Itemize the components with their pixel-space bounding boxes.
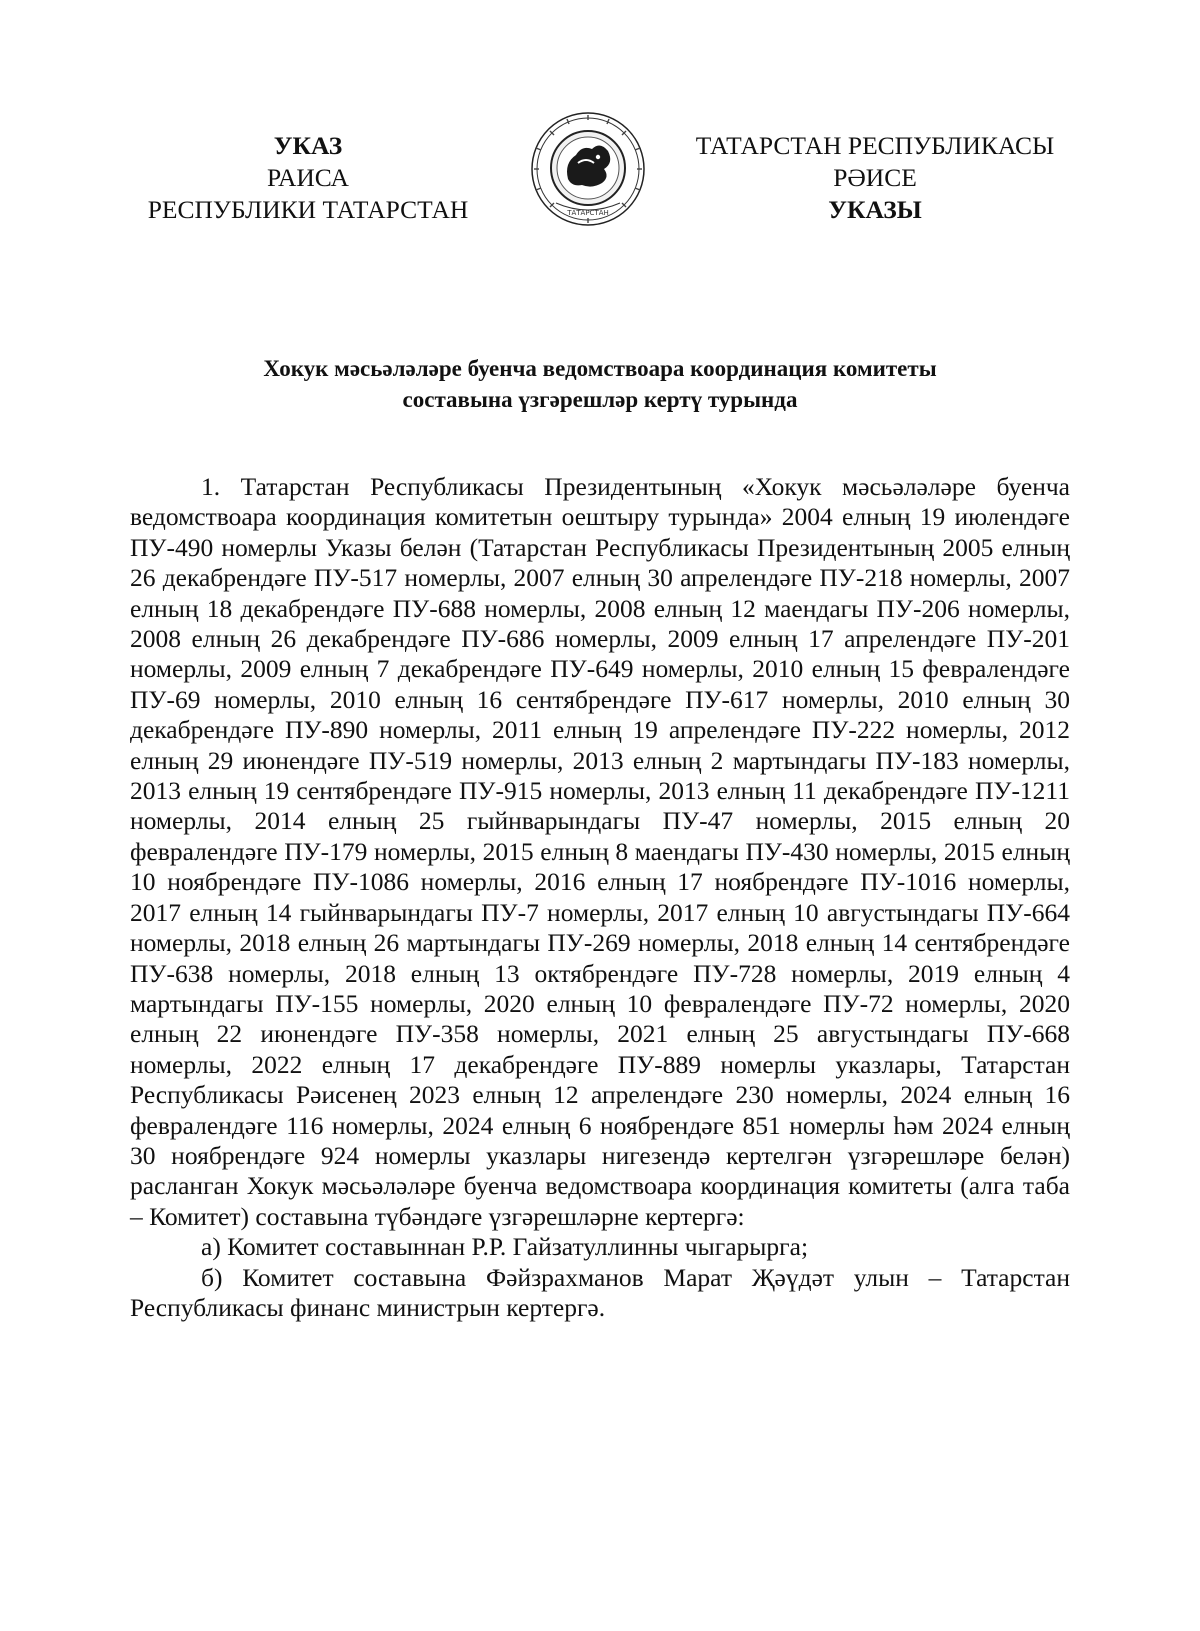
header-russian	[128, 130, 488, 226]
header-right-republic: ТАТАРСТАН РЕСПУБЛИКАСЫ	[695, 131, 1055, 160]
document-title	[130, 353, 1070, 415]
header-right-decree: УКАЗЫ	[828, 195, 922, 224]
title-line-2: составына үзгәрешләр кертү турында	[402, 387, 798, 412]
list-item-a: а) Комитет составыннан Р.Р. Гайзатуллинны чыгарырга;	[201, 1232, 809, 1262]
paragraph-1: 1. Татарстан Республикасы Президентының «Хокук мәсьәләләре буенча ведомствоара координация комитетын оештыру турында» 2004 елның 19 июлендәге ПУ-490 номерлы Указы белән (Татарстан Республикасы Президентының 2005 елның 26 декабрендәге ПУ-517 номерлы, 2007 елның 30 апрелендәге ПУ-218 номерлы, 2007 елның 18 декабрендәге ПУ-688 номерлы, 2008 елның 12 маендагы ПУ-206 номерлы, 2008 елның 26 декабрендәге ПУ-686 номерлы, 2009 елның 17 апрелендәге ПУ-201 номерлы, 2009 елның 7 декабрендәге ПУ-649 номерлы, 2010 елның 15 февралендәге ПУ-69 номерлы, 2010 елның 16 сентябрендәге ПУ-617 номерлы, 2010 елның 30 декабрендәге ПУ-890 номерлы, 2011 елның 19 апрелендәге ПУ-222 номерлы, 2012 елның 29 июнендәге ПУ-519 номерлы, 2013 елның 2 мартындагы ПУ-183 номерлы, 2013 елның 19 сентябрендәге ПУ-915 номерлы, 2013 елның 11 декабрендәге ПУ-1211 номерлы, 2014 елның 25 гыйнварындагы ПУ-47 номерлы, 2015 елның 20 февралендәге ПУ-179 номерлы, 2015 елның 8 маендагы ПУ-430 номерлы, 2015 елның 10 ноябрендәге ПУ-1086 номерлы, 2016 елның 17 ноябрендәге ПУ-1016 номерлы, 2017 елның 14 гыйнварындагы ПУ-7 номерлы, 2017 елның 10 августындагы ПУ-664 номерлы, 2018 елның 26 мартындагы ПУ-269 номерлы, 2018 елның 14 сентябрендәге ПУ-638 номерлы, 2018 елның 13 октябрендәге ПУ-728 номерлы, 2019 елның 4 мартындагы ПУ-155 номерлы, 2020 елның 10 февралендәге ПУ-72 номерлы, 2020 елның 22 июнендәге ПУ-358 номерлы, 2021 елның 25 августындагы ПУ-668 номерлы, 2022 елның 17 декабрендәге ПУ-889 номерлы указлары, Татарстан Республикасы Рәисенең 2023 елның 12 апрелендәге 230 номерлы, 2024 елның 16 февралендәге 116 номерлы, 2024 елның 6 ноябрендәге 851 номерлы һәм 2024 елның 30 ноябрендәге 924 номерлы указлары нигезендә кертелгән үзгәрешләре белән) расланган Хокук мәсьәләләре буенча ведомствоара координация комитеты (алга таба – Комитет) составына түбәндәге үзгәрешләрне кертергә:	[130, 472, 1070, 1231]
list-item-b: б) Комитет составына Фәйзрахманов Марат Җәүдәт улын – Татарстан Республикасы финанс министрын кертергә.	[130, 1262, 1070, 1322]
tatarstan-coat-of-arms-icon	[528, 111, 648, 228]
emblem-ring-text: ТАТАРСТАН	[567, 209, 609, 217]
header-tatar	[665, 130, 1085, 226]
header-left-of-head: РАИСА	[267, 163, 349, 192]
header-left-decree: УКАЗ	[273, 131, 343, 160]
title-line-1: Хокук мәсьәләләре буенча ведомствоара координация комитеты	[263, 356, 937, 381]
header-left-republic: РЕСПУБЛИКИ ТАТАРСТАН	[147, 195, 469, 224]
header-right-head: РӘИСЕ	[833, 163, 917, 192]
document-body	[130, 472, 1070, 1323]
